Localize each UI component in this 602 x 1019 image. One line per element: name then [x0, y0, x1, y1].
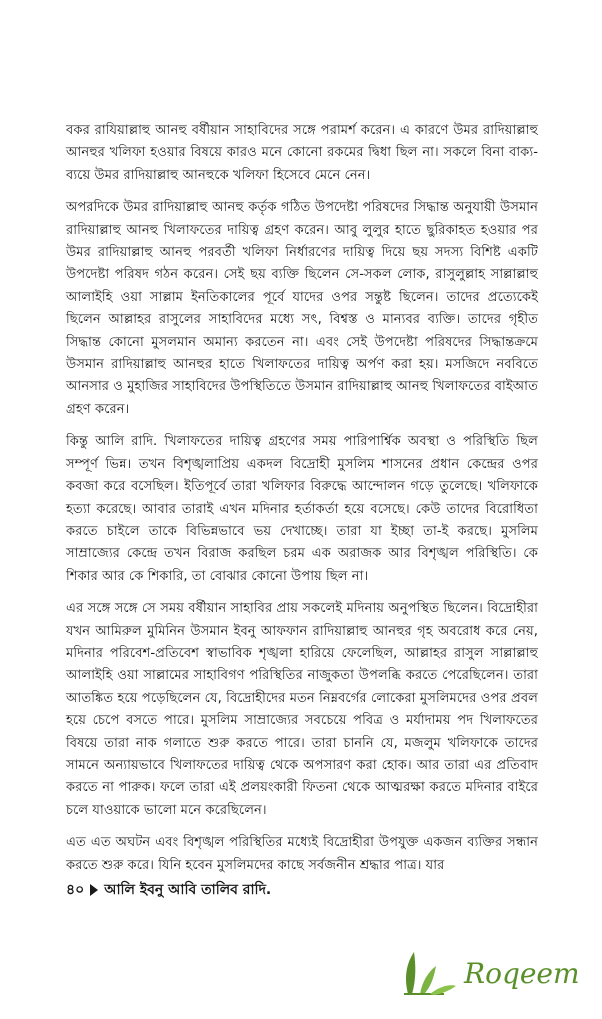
publisher-logo [400, 948, 580, 998]
page-footer [66, 878, 271, 902]
leaf-icon [400, 948, 460, 998]
paragraph: এর সঙ্গে সঙ্গে সে সময় বর্ষীয়ান সাহাবির প্রায় সকলেই মদিনায় অনুপস্থিত ছিলেন। বিদ্রোহীরা যখন আমিরুল মুমিনিন উসমান ইবনু আফফান রাদিয়াল্লাহু আনহুর গৃহ অবরোধ করে নেয়, মদিনার পরিবেশ-প্রতিবেশ স্বাভাবিক শৃঙ্খলা হারিয়ে ফেলেছিল, আল্লাহর রাসুল সাল্লাল্লাহু আলাইহি ওয়া সাল্লামের সাহাবিগণ পরিস্থিতির নাজুকতা উপলব্ধি করতে পেরেছিলেন। তারা আতঙ্কিত হয়ে পড়েছিলেন যে, বিদ্রোহীদের মতন নিম্নবর্গের লোকেরা মুসলিমদের ওপর প্রবল হয়ে চেপে বসতে পারে। মুসলিম সাম্রাজ্যের সবচেয়ে পবিত্র ও মর্যাদাময় পদ খিলাফতের বিষয়ে তারা নাক গলাতে শুরু করতে পারে। তারা চাননি যে, মজলুম খলিফাকে তাদের সামনে অন্যায়ভাবে খিলাফতের দায়িত্ব থেকে অপসারণ করা হোক। আর তারা এর প্রতিবাদ করতে না পারুক। ফলে তারা এই প্রলয়ংকারী ফিতনা থেকে আত্মরক্ষা করতে মদিনার বাইরে চলে যাওয়াকে ভালো মনে করেছিলেন। [66, 601, 538, 818]
paragraph: অপরদিকে উমর রাদিয়াল্লাহু আনহু কর্তৃক গঠিত উপদেষ্টা পরিষদের সিদ্ধান্ত অনুযায়ী উসমান রাদিয়াল্লাহু আনহু খিলাফতের দায়িত্ব গ্রহণ করেন। আবু লুলুর হাতে ছুরিকাহত হওয়ার পর উমর রাদিয়াল্লাহু আনহু পরবর্তী খলিফা নির্ধারণের দায়িত্ব দিয়ে ছয় সদস্য বিশিষ্ট একটি উপদেষ্টা পরিষদ গঠন করেন। সেই ছয় ব্যক্তি ছিলেন সে-সকল লোক, রাসুলুল্লাহ সাল্লাল্লাহু আলাইহি ওয়া সাল্লাম ইনতিকালের পূর্বে যাদের ওপর সন্তুষ্ট ছিলেন। তাদের প্রত্যেকেই ছিলেন আল্লাহর রাসুলের সাহাবিদের মধ্যে সৎ, বিশ্বস্ত ও মান্যবর ব্যক্তি। তাদের গৃহীত সিদ্ধান্ত কোনো মুসলমান অমান্য করতেন না। এবং সেই উপদেষ্টা পরিষদের সিদ্ধান্তক্রমে উসমান রাদিয়াল্লাহু আনহুর হাতে খিলাফতের দায়িত্ব অর্পণ করা হয়। মসজিদে নববিতে আনসার ও মুহাজির সাহাবিদের উপস্থিতিতে উসমান রাদিয়াল্লাহু আনহু খিলাফতের বাইআত গ্রহণ করেন। [66, 200, 538, 417]
page-body [66, 120, 538, 887]
paragraph: কিন্তু আলি রাদি. খিলাফতের দায়িত্ব গ্রহণের সময় পারিপার্শ্বিক অবস্থা ও পরিস্থিতি ছিল সম্পূর্ণ ভিন্ন। তখন বিশৃঙ্খলাপ্রিয় একদল বিদ্রোহী মুসলিম শাসনের প্রধান কেন্দ্রের ওপর কবজা করে বসেছিল। ইতিপূর্বে তারা খলিফার বিরুদ্ধে আন্দোলন গড়ে তুলেছে। খলিফাকে হত্যা করেছে। আবার তারাই এখন মদিনার হর্তাকর্তা হয়ে বসেছে। কেউ তাদের বিরোধিতা করতে চাইলে তাকে বিভিন্নভাবে ভয় দেখাচ্ছে। তারা যা ইচ্ছা তা-ই করছে। মুসলিম সাম্রাজ্যের কেন্দ্রে তখন বিরাজ করছিল চরম এক অরাজক আর বিশৃঙ্খল পরিস্থিতি। কে শিকার আর কে শিকারি, তা বোঝার কোনো উপায় ছিল না। [66, 434, 538, 584]
book-title: আলি ইবনু আবি তালিব রাদি. [104, 882, 272, 898]
page-number: ৪০ [66, 882, 85, 898]
paragraph: এত এত অঘটন এবং বিশৃঙ্খল পরিস্থিতির মধ্যেই বিদ্রোহীরা উপযুক্ত একজন ব্যক্তির সন্ধান করতে শুরু করে। যিনি হবেন মুসলিমদের কাছে সর্বজনীন শ্রদ্ধার পাত্র। যার [66, 835, 538, 873]
paragraph: বকর রাযিয়াল্লাহু আনহু বর্ষীয়ান সাহাবিদের সঙ্গে পরামর্শ করেন। এ কারণে উমর রাদিয়াল্লাহু আনহুর খলিফা হওয়ার বিষয়ে কারও মনে কোনো রকমের দ্বিধা ছিল না। সকলে বিনা বাক্য-ব্যয়ে উমর রাদিয়াল্লাহু আনহুকে খলিফা হিসেবে মেনে নেন। [66, 123, 538, 183]
triangle-right-icon [90, 884, 98, 896]
logo-text: Roqeem [464, 956, 580, 990]
